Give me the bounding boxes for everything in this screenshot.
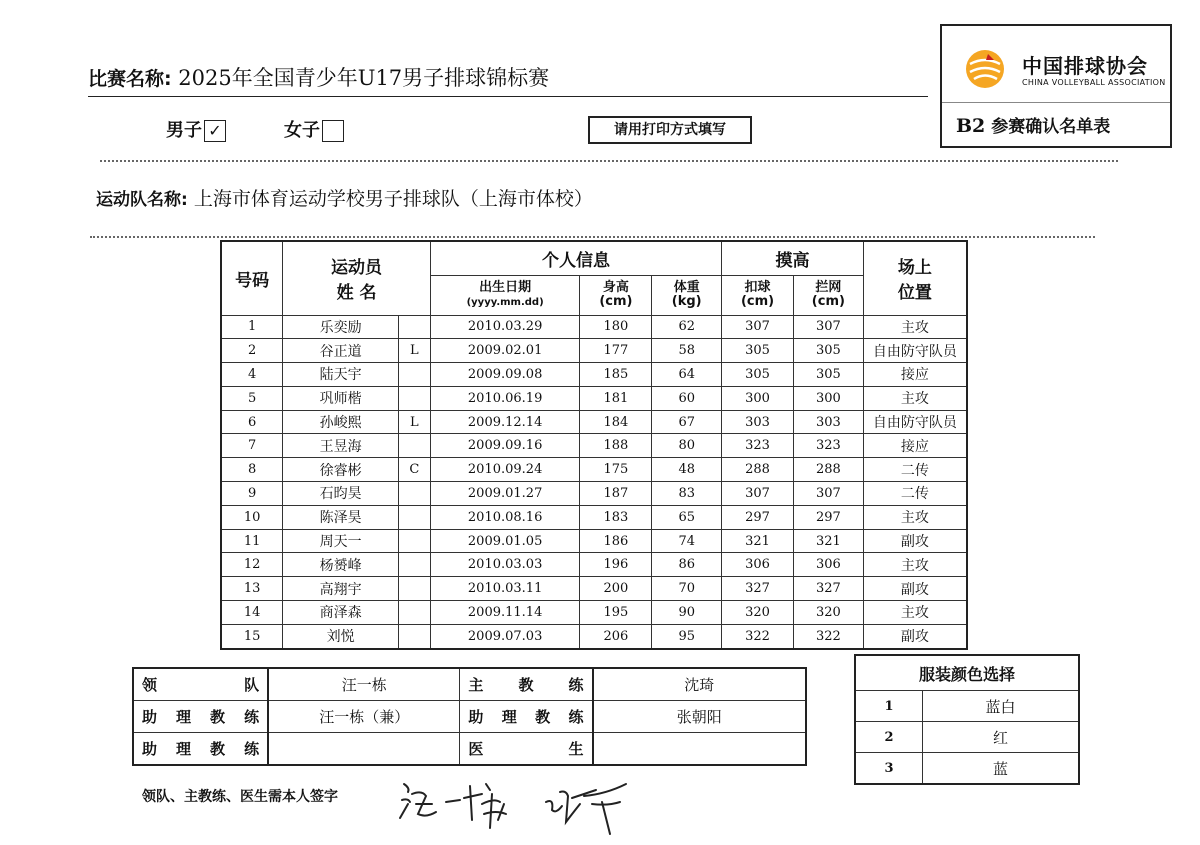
player-spike-reach[interactable]: 303 bbox=[722, 410, 794, 434]
player-role-mark[interactable] bbox=[398, 529, 430, 553]
player-weight[interactable]: 62 bbox=[652, 315, 722, 339]
player-role-mark[interactable]: L bbox=[398, 339, 430, 363]
player-block-reach[interactable]: 300 bbox=[793, 386, 863, 410]
player-block-reach[interactable]: 307 bbox=[793, 482, 863, 506]
header-height-label: 身高 bbox=[602, 280, 629, 295]
player-number[interactable]: 14 bbox=[221, 601, 283, 625]
table-row bbox=[221, 315, 967, 339]
player-spike-reach[interactable]: 305 bbox=[722, 339, 794, 363]
player-number[interactable]: 10 bbox=[221, 505, 283, 529]
assistant-coach-value-1[interactable]: 汪一栋（兼） bbox=[268, 701, 460, 733]
table-row bbox=[221, 482, 967, 506]
header-birth bbox=[430, 275, 580, 315]
player-number[interactable]: 12 bbox=[221, 553, 283, 577]
match-name-line bbox=[88, 62, 549, 92]
player-birth-date[interactable]: 2010.08.16 bbox=[430, 505, 580, 529]
header-birth-format: (yyyy.mm.dd) bbox=[466, 296, 544, 308]
header-personal-info: 个人信息 bbox=[430, 241, 721, 275]
player-weight[interactable]: 65 bbox=[652, 505, 722, 529]
player-block-reach[interactable]: 321 bbox=[793, 529, 863, 553]
player-birth-date[interactable]: 2009.09.16 bbox=[430, 434, 580, 458]
male-option bbox=[166, 116, 226, 142]
match-name-label: 比赛名称: bbox=[88, 68, 172, 90]
player-block-reach[interactable]: 327 bbox=[793, 577, 863, 601]
association-logo-box bbox=[940, 24, 1172, 148]
table-row bbox=[221, 577, 967, 601]
player-name[interactable]: 巩师楷 bbox=[283, 386, 399, 410]
header-weight-label: 体重 bbox=[673, 280, 700, 295]
player-name[interactable]: 陈泽昊 bbox=[283, 505, 399, 529]
uniform-color-table bbox=[854, 654, 1080, 785]
player-role-mark[interactable]: L bbox=[398, 410, 430, 434]
table-row bbox=[221, 410, 967, 434]
player-height[interactable]: 195 bbox=[580, 601, 652, 625]
player-height[interactable]: 183 bbox=[580, 505, 652, 529]
player-number[interactable]: 15 bbox=[221, 624, 283, 648]
male-label: 男子 bbox=[166, 120, 202, 141]
uniform-option-index: 3 bbox=[855, 753, 923, 785]
player-name[interactable]: 杨赟峰 bbox=[283, 553, 399, 577]
player-height[interactable]: 181 bbox=[580, 386, 652, 410]
player-name[interactable]: 王昱海 bbox=[283, 434, 399, 458]
head-coach-value[interactable]: 沈琦 bbox=[593, 668, 806, 701]
player-number[interactable]: 4 bbox=[221, 363, 283, 387]
header-spike-label: 扣球 bbox=[744, 280, 771, 295]
player-birth-date[interactable]: 2009.01.27 bbox=[430, 482, 580, 506]
team-name-line bbox=[96, 184, 593, 211]
player-position[interactable]: 主攻 bbox=[863, 553, 967, 577]
player-role-mark[interactable] bbox=[398, 624, 430, 648]
team-name-value: 上海市体育运动学校男子排球队（上海市体校） bbox=[193, 188, 593, 210]
doctor-value[interactable] bbox=[593, 733, 806, 766]
assistant-coach-label-1: 助理教练 bbox=[133, 701, 268, 733]
player-block-reach[interactable]: 323 bbox=[793, 434, 863, 458]
table-row bbox=[221, 339, 967, 363]
player-height[interactable]: 175 bbox=[580, 458, 652, 482]
player-position[interactable]: 主攻 bbox=[863, 386, 967, 410]
player-height[interactable]: 186 bbox=[580, 529, 652, 553]
logo-cn-text: 中国排球协会 bbox=[1022, 54, 1148, 78]
header-reach: 摸高 bbox=[722, 241, 864, 275]
player-name[interactable]: 孙峻熙 bbox=[283, 410, 399, 434]
player-position[interactable]: 二传 bbox=[863, 482, 967, 506]
player-number[interactable]: 7 bbox=[221, 434, 283, 458]
player-spike-reach[interactable]: 321 bbox=[722, 529, 794, 553]
header-block-unit: (cm) bbox=[811, 294, 845, 309]
assistant-coach-label-2: 助理教练 bbox=[460, 701, 593, 733]
player-name[interactable]: 高翔宇 bbox=[283, 577, 399, 601]
table-row bbox=[221, 505, 967, 529]
player-spike-reach[interactable]: 288 bbox=[722, 458, 794, 482]
player-name[interactable]: 乐奕励 bbox=[283, 315, 399, 339]
player-birth-date[interactable]: 2009.07.03 bbox=[430, 624, 580, 648]
player-role-mark[interactable] bbox=[398, 553, 430, 577]
volleyball-logo-icon bbox=[964, 48, 1006, 90]
player-birth-date[interactable]: 2010.03.03 bbox=[430, 553, 580, 577]
player-spike-reach[interactable]: 327 bbox=[722, 577, 794, 601]
player-height[interactable]: 184 bbox=[580, 410, 652, 434]
player-weight[interactable]: 48 bbox=[652, 458, 722, 482]
player-position[interactable]: 主攻 bbox=[863, 601, 967, 625]
player-birth-date[interactable]: 2009.12.14 bbox=[430, 410, 580, 434]
handwritten-signatures bbox=[396, 774, 656, 840]
player-role-mark[interactable] bbox=[398, 315, 430, 339]
player-position[interactable]: 接应 bbox=[863, 363, 967, 387]
male-checkbox[interactable]: ✓ bbox=[204, 120, 226, 142]
player-number[interactable]: 11 bbox=[221, 529, 283, 553]
player-position[interactable]: 副攻 bbox=[863, 577, 967, 601]
assistant-coach-value-3[interactable] bbox=[268, 733, 460, 766]
match-name-value: 2025年全国青少年U17男子排球锦标赛 bbox=[178, 66, 550, 90]
player-position[interactable]: 副攻 bbox=[863, 529, 967, 553]
player-weight[interactable]: 67 bbox=[652, 410, 722, 434]
player-height[interactable]: 187 bbox=[580, 482, 652, 506]
header-position bbox=[863, 241, 967, 315]
player-name[interactable]: 陆天宇 bbox=[283, 363, 399, 387]
roster-table bbox=[220, 240, 968, 650]
header-spike-unit: (cm) bbox=[740, 294, 775, 309]
header-block bbox=[793, 275, 863, 315]
assistant-coach-label-3: 助理教练 bbox=[133, 733, 268, 766]
player-weight[interactable]: 70 bbox=[652, 577, 722, 601]
player-role-mark[interactable] bbox=[398, 505, 430, 529]
player-height[interactable]: 177 bbox=[580, 339, 652, 363]
player-block-reach[interactable]: 303 bbox=[793, 410, 863, 434]
player-name[interactable]: 谷正道 bbox=[283, 339, 399, 363]
player-weight[interactable]: 64 bbox=[652, 363, 722, 387]
header-number: 号码 bbox=[221, 241, 283, 315]
player-block-reach[interactable]: 305 bbox=[793, 339, 863, 363]
player-spike-reach[interactable]: 322 bbox=[722, 624, 794, 648]
roster-body bbox=[221, 315, 967, 649]
player-spike-reach[interactable]: 300 bbox=[722, 386, 794, 410]
divider-dotted-2 bbox=[90, 236, 1095, 238]
player-height[interactable]: 188 bbox=[580, 434, 652, 458]
player-birth-date[interactable]: 2010.06.19 bbox=[430, 386, 580, 410]
player-spike-reach[interactable]: 320 bbox=[722, 601, 794, 625]
leader-label: 领队 bbox=[133, 668, 268, 701]
table-row bbox=[221, 553, 967, 577]
leader-value[interactable]: 汪一栋 bbox=[268, 668, 460, 701]
player-spike-reach[interactable]: 297 bbox=[722, 505, 794, 529]
player-height[interactable]: 185 bbox=[580, 363, 652, 387]
player-height[interactable]: 180 bbox=[580, 315, 652, 339]
divider-dotted bbox=[100, 160, 1118, 162]
female-option bbox=[284, 116, 344, 142]
table-row bbox=[221, 386, 967, 410]
logo-divider bbox=[942, 102, 1170, 103]
player-weight[interactable]: 58 bbox=[652, 339, 722, 363]
player-position[interactable]: 自由防守队员 bbox=[863, 410, 967, 434]
player-block-reach[interactable]: 297 bbox=[793, 505, 863, 529]
player-height[interactable]: 200 bbox=[580, 577, 652, 601]
player-spike-reach[interactable]: 305 bbox=[722, 363, 794, 387]
player-birth-date[interactable]: 2009.02.01 bbox=[430, 339, 580, 363]
player-number[interactable]: 8 bbox=[221, 458, 283, 482]
player-birth-date[interactable]: 2009.11.14 bbox=[430, 601, 580, 625]
player-role-mark[interactable] bbox=[398, 386, 430, 410]
doctor-label: 医生 bbox=[460, 733, 593, 766]
team-name-label: 运动队名称: bbox=[96, 190, 188, 210]
player-number[interactable]: 1 bbox=[221, 315, 283, 339]
header-height bbox=[580, 275, 652, 315]
player-role-mark[interactable] bbox=[398, 434, 430, 458]
player-name[interactable]: 石昀昊 bbox=[283, 482, 399, 506]
table-row bbox=[221, 624, 967, 648]
player-number[interactable]: 6 bbox=[221, 410, 283, 434]
uniform-option-color[interactable]: 红 bbox=[923, 722, 1080, 753]
player-block-reach[interactable]: 288 bbox=[793, 458, 863, 482]
female-label: 女子 bbox=[284, 120, 320, 141]
player-weight[interactable]: 74 bbox=[652, 529, 722, 553]
header-height-unit: (cm) bbox=[599, 294, 633, 309]
match-name-underline bbox=[88, 96, 928, 97]
form-code-number: B2 bbox=[956, 115, 986, 137]
player-name[interactable]: 商泽森 bbox=[283, 601, 399, 625]
player-birth-date[interactable]: 2010.03.29 bbox=[430, 315, 580, 339]
header-athlete bbox=[283, 241, 430, 315]
table-row bbox=[221, 529, 967, 553]
player-block-reach[interactable]: 307 bbox=[793, 315, 863, 339]
player-position[interactable]: 副攻 bbox=[863, 624, 967, 648]
header-birth-label: 出生日期 bbox=[479, 279, 532, 295]
player-spike-reach[interactable]: 307 bbox=[722, 482, 794, 506]
player-name[interactable]: 刘悦 bbox=[283, 624, 399, 648]
header-spike bbox=[722, 275, 794, 315]
player-name[interactable]: 周天一 bbox=[283, 529, 399, 553]
staff-table bbox=[132, 667, 807, 766]
player-position[interactable]: 主攻 bbox=[863, 315, 967, 339]
table-row bbox=[221, 434, 967, 458]
player-height[interactable]: 196 bbox=[580, 553, 652, 577]
player-block-reach[interactable]: 306 bbox=[793, 553, 863, 577]
signature-note: 领队、主教练、医生需本人签字 bbox=[142, 789, 338, 805]
player-spike-reach[interactable]: 306 bbox=[722, 553, 794, 577]
uniform-option-color[interactable]: 蓝 bbox=[923, 753, 1080, 785]
header-position-line1: 场上 bbox=[897, 258, 932, 279]
form-title: 参赛确认名单表 bbox=[991, 117, 1111, 137]
player-position[interactable]: 主攻 bbox=[863, 505, 967, 529]
form-code bbox=[956, 112, 1110, 137]
uniform-option-index: 2 bbox=[855, 722, 923, 753]
header-athlete-line2: 姓 名 bbox=[336, 283, 377, 304]
player-spike-reach[interactable]: 323 bbox=[722, 434, 794, 458]
player-role-mark[interactable] bbox=[398, 577, 430, 601]
player-weight[interactable]: 95 bbox=[652, 624, 722, 648]
header-weight bbox=[652, 275, 722, 315]
uniform-color-title: 服装颜色选择 bbox=[855, 655, 1079, 691]
player-number[interactable]: 2 bbox=[221, 339, 283, 363]
player-number[interactable]: 5 bbox=[221, 386, 283, 410]
player-weight[interactable]: 80 bbox=[652, 434, 722, 458]
header-position-line2: 位置 bbox=[897, 283, 932, 304]
player-name[interactable]: 徐睿彬 bbox=[283, 458, 399, 482]
player-birth-date[interactable]: 2009.09.08 bbox=[430, 363, 580, 387]
player-role-mark[interactable] bbox=[398, 363, 430, 387]
player-block-reach[interactable]: 322 bbox=[793, 624, 863, 648]
player-weight[interactable]: 90 bbox=[652, 601, 722, 625]
player-position[interactable]: 接应 bbox=[863, 434, 967, 458]
female-checkbox[interactable] bbox=[322, 120, 344, 142]
header-athlete-line1: 运动员 bbox=[331, 258, 383, 279]
player-position[interactable]: 自由防守队员 bbox=[863, 339, 967, 363]
player-number[interactable]: 13 bbox=[221, 577, 283, 601]
player-spike-reach[interactable]: 307 bbox=[722, 315, 794, 339]
table-row bbox=[221, 458, 967, 482]
player-birth-date[interactable]: 2009.01.05 bbox=[430, 529, 580, 553]
player-birth-date[interactable]: 2010.03.11 bbox=[430, 577, 580, 601]
player-role-mark[interactable] bbox=[398, 482, 430, 506]
uniform-option-index: 1 bbox=[855, 691, 923, 722]
head-coach-label: 主教练 bbox=[460, 668, 593, 701]
header-block-label: 拦网 bbox=[815, 280, 842, 295]
player-block-reach[interactable]: 320 bbox=[793, 601, 863, 625]
player-height[interactable]: 206 bbox=[580, 624, 652, 648]
logo-en-text: CHINA VOLLEYBALL ASSOCIATION bbox=[1022, 78, 1166, 87]
header-weight-unit: (kg) bbox=[671, 294, 702, 309]
player-weight[interactable]: 83 bbox=[652, 482, 722, 506]
uniform-option-color[interactable]: 蓝白 bbox=[923, 691, 1080, 722]
table-row bbox=[221, 601, 967, 625]
player-role-mark[interactable]: C bbox=[398, 458, 430, 482]
player-weight[interactable]: 60 bbox=[652, 386, 722, 410]
player-block-reach[interactable]: 305 bbox=[793, 363, 863, 387]
player-number[interactable]: 9 bbox=[221, 482, 283, 506]
player-birth-date[interactable]: 2010.09.24 bbox=[430, 458, 580, 482]
assistant-coach-value-2[interactable]: 张朝阳 bbox=[593, 701, 806, 733]
table-row bbox=[221, 363, 967, 387]
player-position[interactable]: 二传 bbox=[863, 458, 967, 482]
player-weight[interactable]: 86 bbox=[652, 553, 722, 577]
print-note: 请用打印方式填写 bbox=[588, 116, 752, 144]
player-role-mark[interactable] bbox=[398, 601, 430, 625]
